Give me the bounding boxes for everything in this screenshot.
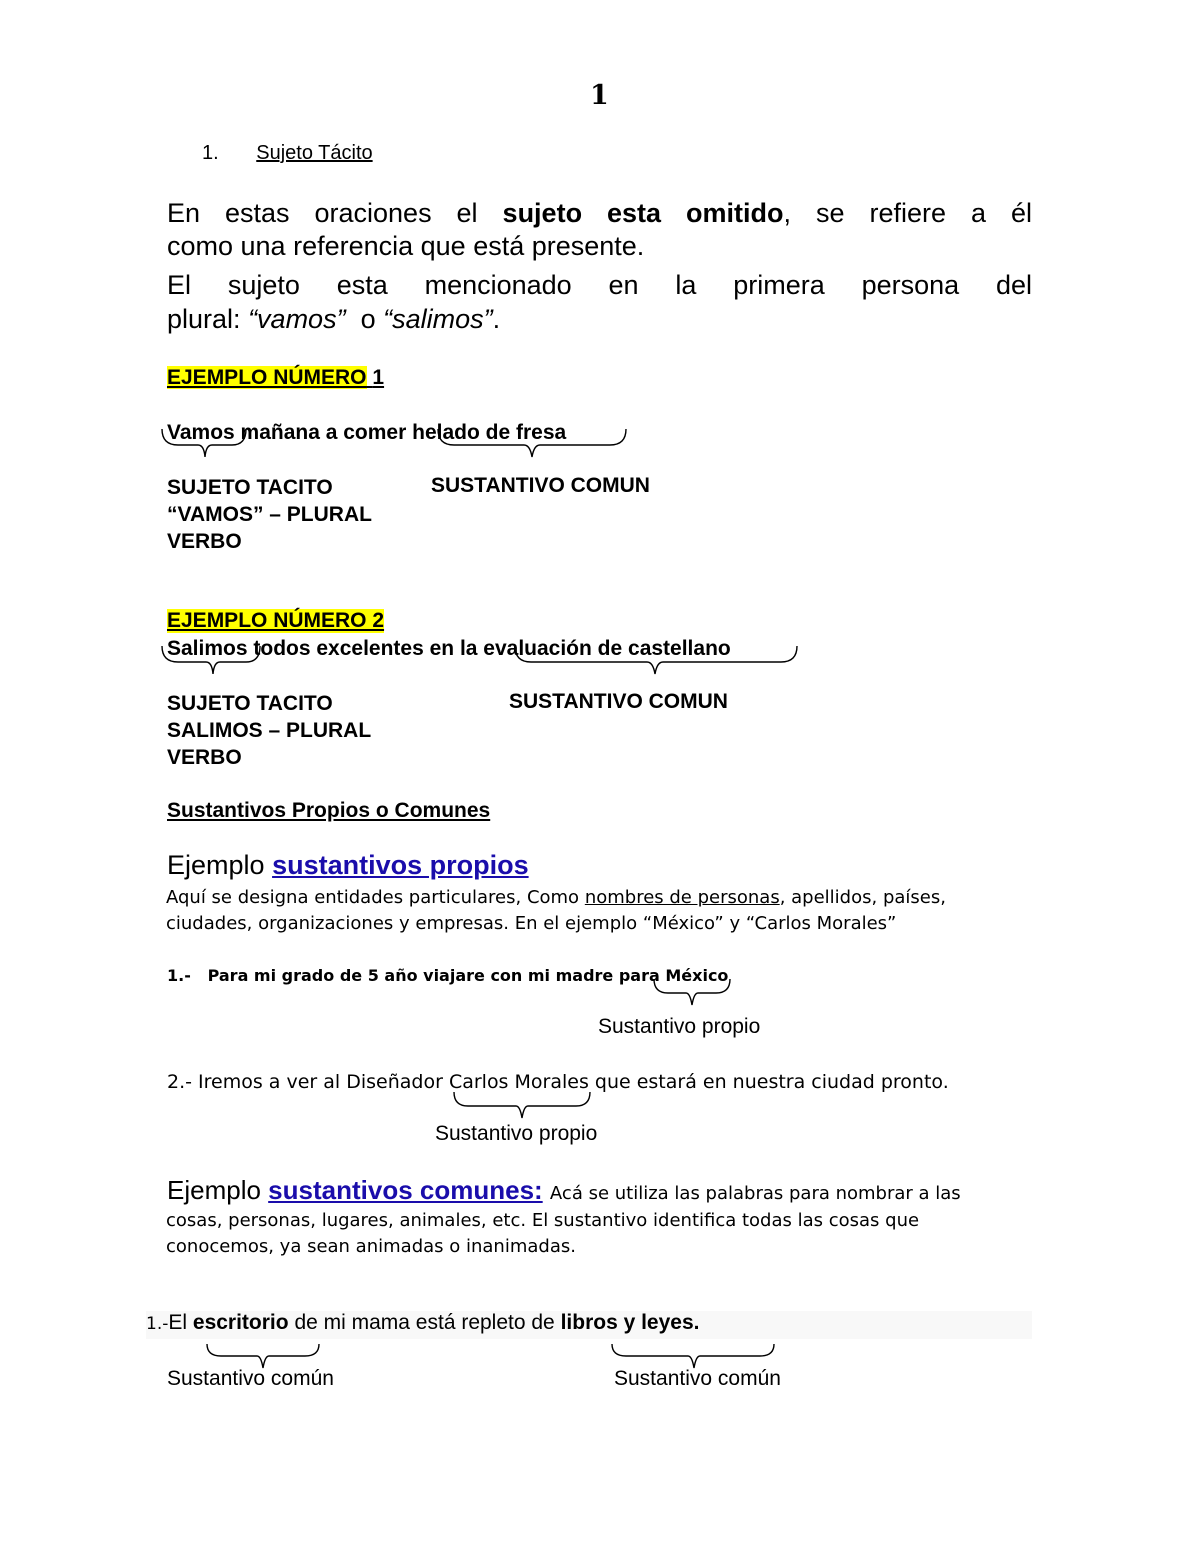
comunes-example: 1.-El escritorio de mi mama está repleto de libros y leyes. — [146, 1311, 1032, 1339]
intro-line-1: En estas oraciones el sujeto esta omitido, se refiere a él — [167, 198, 1032, 228]
comunes-caption-1: Sustantivo común — [167, 1367, 334, 1390]
brace-mexico — [652, 975, 734, 1011]
section-heading — [202, 142, 391, 165]
brace-carlos-morales — [452, 1088, 597, 1124]
intro-line-3: El sujeto esta mencionado en la primera persona del — [167, 270, 1032, 300]
comunes-title: Ejemplo sustantivos comunes: Acá se utiliza las palabras para nombrar a las — [167, 1175, 961, 1205]
propios-example-2: 2.- Iremos a ver al Diseñador Carlos Morales que estará en nuestra ciudad pronto. — [167, 1071, 949, 1093]
noun-mexico: México — [665, 966, 729, 985]
propios-example-1: 1.- Para mi grado de 5 año viajare con mi madre para México — [167, 966, 729, 985]
propios-link[interactable]: sustantivos propios — [272, 850, 529, 880]
comunes-link[interactable]: sustantivos comunes: — [268, 1175, 543, 1205]
comunes-caption-2: Sustantivo común — [614, 1367, 781, 1390]
heading-title: Sujeto Tácito — [256, 142, 373, 164]
comunes-desc-1: Acá se utiliza las palabras para nombrar a las — [549, 1183, 961, 1204]
brace-evaluacion-de-castellano — [513, 642, 803, 682]
heading-number: 1. — [202, 142, 219, 164]
example-1-label: EJEMPLO NÚMERO 1 — [167, 366, 385, 389]
propios-caption-2: Sustantivo propio — [435, 1122, 598, 1145]
brace-salimos — [160, 642, 265, 682]
propios-title: Ejemplo sustantivos propios — [167, 850, 529, 880]
example-1-noun-label: SUSTANTIVO COMUN — [431, 474, 650, 497]
section-title: Sustantivos Propios o Comunes — [167, 799, 491, 822]
comunes-desc-3: conocemos, ya sean animadas o inanimadas. — [166, 1236, 576, 1257]
brace-vamos — [160, 425, 250, 465]
example-2-subject-label: SUJETO TACITO SALIMOS – PLURAL VERBO — [167, 692, 372, 769]
example-2-label: EJEMPLO NÚMERO 2 — [167, 609, 385, 632]
propios-desc-1: Aquí se designa entidades particulares, Como nombres de personas, apellidos, países, — [166, 887, 946, 908]
noun-escritorio: escritorio — [192, 1311, 289, 1334]
propios-desc-2: ciudades, organizaciones y empresas. En el ejemplo “México” y “Carlos Morales” — [166, 913, 897, 934]
page-number: 1 — [590, 80, 609, 111]
example-1-sentence: Vamos mañana a comer helado de fresa — [167, 421, 567, 444]
noun-libros-y-leyes: libros y leyes. — [560, 1311, 700, 1334]
brace-helado-de-fresa — [436, 425, 631, 465]
example-2-sentence: Salimos todos excelentes en la evaluación de castellano — [167, 637, 731, 660]
example-1-subject-label: SUJETO TACITO “VAMOS” – PLURAL VERBO — [167, 476, 372, 553]
intro-line-4: plural: “vamos” o “salimos”. — [167, 304, 501, 334]
noun-carlos-morales: Carlos Morales — [448, 1071, 589, 1093]
intro-emphasis: sujeto esta omitido — [502, 198, 784, 228]
propios-caption-1: Sustantivo propio — [598, 1015, 761, 1038]
example-2-noun-label: SUSTANTIVO COMUN — [509, 690, 728, 713]
comunes-desc-2: cosas, personas, lugares, animales, etc. El sustantivo identifica todas las cosas que — [166, 1210, 920, 1231]
nombres-link[interactable]: nombres de personas — [584, 887, 780, 908]
intro-line-2: como una referencia que está presente. — [167, 231, 645, 261]
